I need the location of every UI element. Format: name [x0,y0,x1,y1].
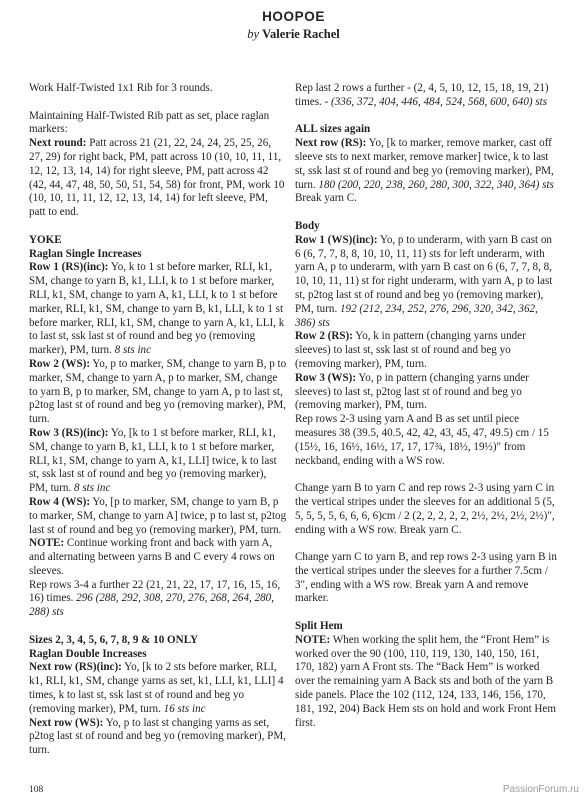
author-name: Valerie Rachel [262,27,340,41]
instruction-next-row-rs: Next row (RS)(inc): Yo, [k to 2 sts before marker, RLI, k1, RLI, k1, SM, change yarns as set, k1, LLI, k1, LLI] 4 times, k to last st, ssk last st of round and beg yo (removing marker), PM, turn. 16 sts inc [29,661,284,715]
pattern-title: HOOPOE [262,9,325,24]
section-heading-split-hem: Split Hem [295,620,343,633]
instruction-next-row-ws: Next row (WS): Yo, p to last st changing yarns as set, p2tog last st of round and beg yo (removing marker), PM, turn. [29,716,286,757]
byline [0,27,587,42]
page-number: 108 [29,785,44,795]
note-split-hem: NOTE: When working the split hem, the “Front Hem” is worked over the 90 (100, 110, 119, 130, 140, 150, 161, 170, 182) yarn A Front sts. The “Back Hem” is worked over the remaining yarn A Back sts and both of the yarn B side panels. Place the 102 (112, 124, 133, 146, 156, 170, 181, 192, 204) Back Hem sts on hold and work Front Hem first. [295,633,556,729]
instruction-body-row-3: Row 3 (WS): Yo, p in pattern (changing yarns under sleeves) to last st, p2tog last st of round and beg yo (removing marker), PM, turn. [295,371,529,412]
instruction-all-next-row: Next row (RS): Yo, [k to marker, remove marker, cast off sleeve sts to next marker, remove marker] twice, k to last st, ssk last st of round and beg yo (removing marker), PM, turn. 180 (200, 220, 238, 260, 280, 300, 322, 340, 364) sts [295,137,554,191]
instruction-body-row-1: Row 1 (WS)(inc): Yo, p to underarm, with yarn B cast on 6 (6, 7, 7, 8, 8, 10, 10, 11, 11) sts for left underarm, with yarn A, p to underarm, with yarn B cast on 6 (6, 7, 7, 8, 8, 10, 10, 11, 11) st for right underarm, with yarn A, p to last st, p2tog last st of round and beg yo (removing marker), PM, turn. 192 (212, 234, 252, 276, 296, 320, 342, 362, 386) sts [295,233,553,329]
section-heading-body: Body [295,219,320,232]
subheading-raglan-single: Raglan Single Increases [29,247,142,260]
instruction-change-yarn-b: Change yarn C to yarn B, and rep rows 2-3 using yarn B in the vertical stripes under the sleeves for a further 7.5cm / 3", ending with a WS row. Break yarn A and remove marker. [295,551,557,605]
instruction-body-row-2: Row 2 (RS): Yo, k in pattern (changing yarns under sleeves) to last st, ssk last st of round and beg yo (removing marker), PM, turn. [295,330,526,370]
instruction-row-4: Row 4 (WS): Yo, [p to marker, SM, change to yarn B, p to marker, SM, change to yarn A] twice, p to last st, p2tog last st of round and beg yo (removing marker), PM, turn. [29,495,287,536]
instruction-change-yarn-c: Change yarn B to yarn C and rep rows 2-3 using yarn C in the vertical stripes under the sleeves for an additional 5 (5, 5, 5, 5, 5, 6, 6, 6, 6)cm / 2 (2, 2, 2, 2, 2, 2½, 2½, 2½, 2½)", ending with a WS row. Break yarn C. [295,482,555,536]
section-heading-all-sizes: ALL sizes again [295,123,371,136]
instruction-repeat-last: Rep last 2 rows a further - (2, 4, 5, 10, 12, 15, 18, 19, 21) times. - (336, 372, 404, 446, 484, 524, 568, 600, 640) sts [295,82,549,108]
instruction-break-c: Break yarn C. [295,192,357,205]
paragraph-markers-intro: Maintaining Half-Twisted Rib patt as set, place raglan markers: [29,109,270,136]
instruction-row-3: Row 3 (RS)(inc): Yo, [k to 1 st before marker, RLI, k1, SM, change to yarn B, k1, LLI, k to 1 st before marker, RLI, k1, SM, change to yarn A, k1, LLI] twice, k to last st, ssk last st of round and beg yo (removing marker), PM, turn. 8 sts inc [29,426,277,495]
instruction-repeat-rows: Rep rows 3-4 a further 22 (21, 21, 22, 17, 17, 16, 15, 16, 16) times. 296 (288, 292, 308, 270, 276, 268, 264, 280, 288) sts [29,578,281,619]
instruction-body-repeat: Rep rows 2-3 using yarn A and B as set until piece measures 38 (39.5, 40.5, 42, 42, 43, 45, 47, 49.5) cm / 15 (15½, 16, 16½, 16½, 17, 17, 17¾, 18½, 19½)" from neckband, ending with a WS row. [295,413,549,467]
instruction-row-1: Row 1 (RS)(inc): Yo, k to 1 st before marker, RLI, k1, SM, change to yarn B, k1, LLI, k to 1 st before marker, RLI, k1, SM, change to yarn A, k1, LLI, k to 1 st before marker, RLI, k1, SM, change to yarn B, k1, LLI, k to 1 st before marker, RLI, k1, SM, change to yarn A, k1, LLI, k to last st, ssk last st of round and beg yo (removing marker), PM, turn. 8 sts inc [29,261,285,357]
instruction-next-round: Next round: Patt across 21 (21, 22, 24, 24, 25, 25, 26, 27, 29) for right back, PM, patt across 10 (10, 10, 11, 11, 12, 12, 13, 14, 14) for right sleeve, PM, patt across 42 (42, 44, 47, 48, 50, 50, 51, 54, 58) for front, PM, work 10 (10, 10, 11, 11, 12, 12, 13, 14, 14) for left sleeve, PM, patt to end. [29,137,285,219]
byline-by: by [247,27,260,41]
paragraph-rib: Work Half-Twisted 1x1 Rib for 3 rounds. [29,82,213,94]
right-column [295,82,557,730]
watermark-text: PassionForum.ru [502,784,579,795]
left-column [29,82,287,758]
section-heading-yoke: YOKE [29,233,62,246]
note-yarns: NOTE: Continue working front and back with yarn A, and alternating between yarns B and C every 4 rows on sleeves. [29,537,275,577]
subheading-raglan-double: Raglan Double Increases [29,647,147,660]
section-heading-sizes: Sizes 2, 3, 4, 5, 6, 7, 8, 9 & 10 ONLY [29,633,199,646]
instruction-row-2: Row 2 (WS): Yo, p to marker, SM, change to yarn B, p to marker, SM, change to yarn A, p to marker, SM, change to yarn B, p to marker, SM, change to yarn A, p to last st, p2tog last st of round and beg yo (removing marker), PM, turn. [29,357,287,426]
